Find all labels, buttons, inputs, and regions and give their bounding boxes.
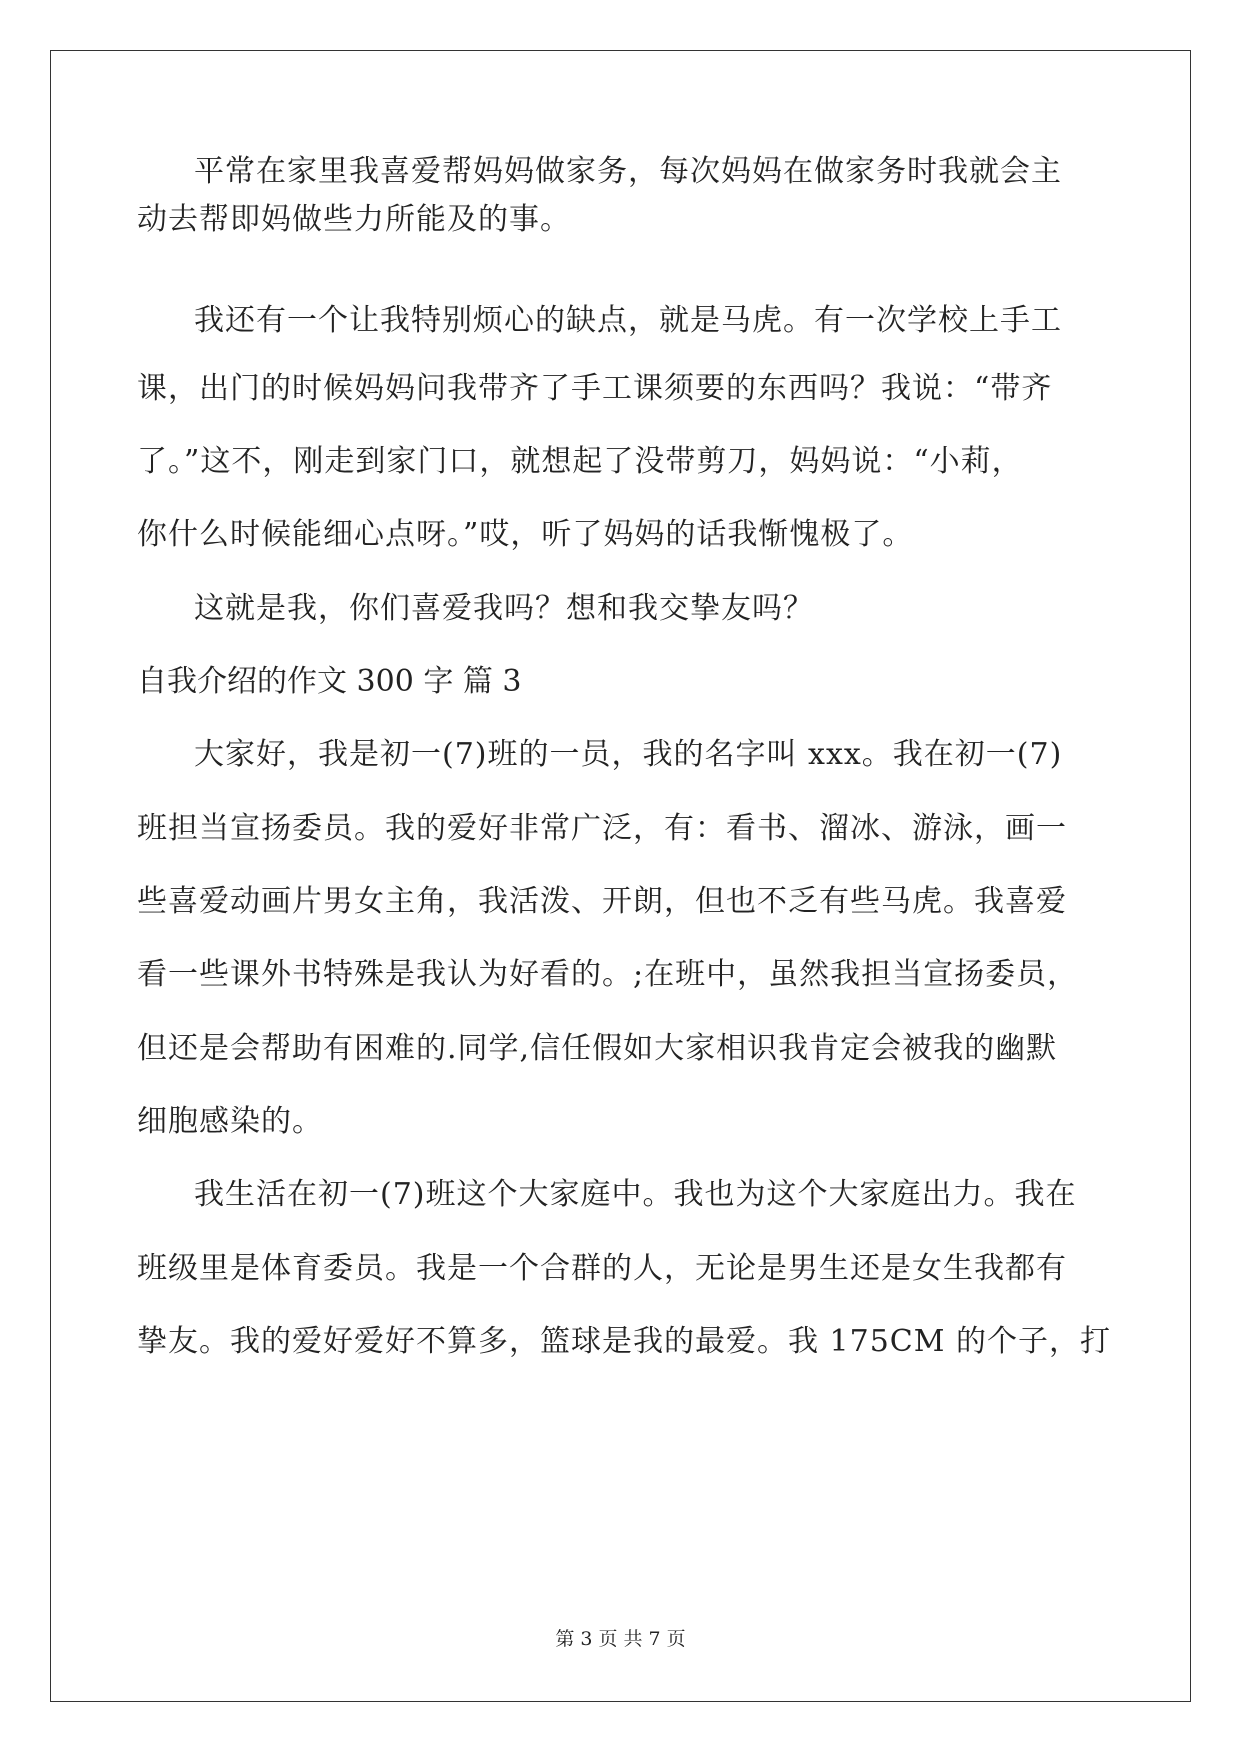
page-border (50, 50, 1191, 1702)
paragraph-line: 课，出门的时候妈妈问我带齐了手工课须要的东西吗？我说：“带齐 (137, 371, 1053, 406)
paragraph-line: 平常在家里我喜爱帮妈妈做家务，每次妈妈在做家务时我就会主 (194, 154, 1062, 189)
paragraph-line: 看一些课外书特殊是我认为好看的。;在班中，虽然我担当宣扬委员， (137, 957, 1079, 992)
paragraph-line: 大家好，我是初一(7)班的一员，我的名字叫 xxx。我在初一(7) (194, 737, 1063, 772)
paragraph-line: 班担当宣扬委员。我的爱好非常广泛，有：看书、溜冰、游泳，画一 (137, 811, 1067, 846)
paragraph-line: 你什么时候能细心点呀。”哎，听了妈妈的话我惭愧极了。 (137, 517, 914, 552)
paragraph-line: 这就是我，你们喜爱我吗？想和我交挚友吗？ (194, 591, 814, 626)
paragraph-line: 我还有一个让我特别烦心的缺点，就是马虎。有一次学校上手工 (194, 303, 1062, 338)
paragraph-line: 班级里是体育委员。我是一个合群的人，无论是男生还是女生我都有 (137, 1251, 1067, 1286)
paragraph-line: 我生活在初一(7)班这个大家庭中。我也为这个大家庭出力。我在 (194, 1177, 1077, 1212)
paragraph-line: 动去帮即妈做些力所能及的事。 (137, 202, 571, 237)
section-heading: 自我介绍的作文 300 字 篇 3 (137, 664, 522, 699)
paragraph-line: 些喜爱动画片男女主角，我活泼、开朗，但也不乏有些马虎。我喜爱 (137, 884, 1067, 919)
paragraph-line: 但还是会帮助有困难的.同学,信任假如大家相识我肯定会被我的幽默 (137, 1031, 1058, 1066)
page-number-footer: 第 3 页 共 7 页 (555, 1628, 686, 1650)
paragraph-line: 挚友。我的爱好爱好不算多，篮球是我的最爱。我 175CM 的个子，打 (137, 1324, 1112, 1359)
paragraph-line: 了。”这不，刚走到家门口，就想起了没带剪刀，妈妈说：“小莉， (137, 444, 1023, 479)
paragraph-line: 细胞感染的。 (137, 1104, 323, 1139)
